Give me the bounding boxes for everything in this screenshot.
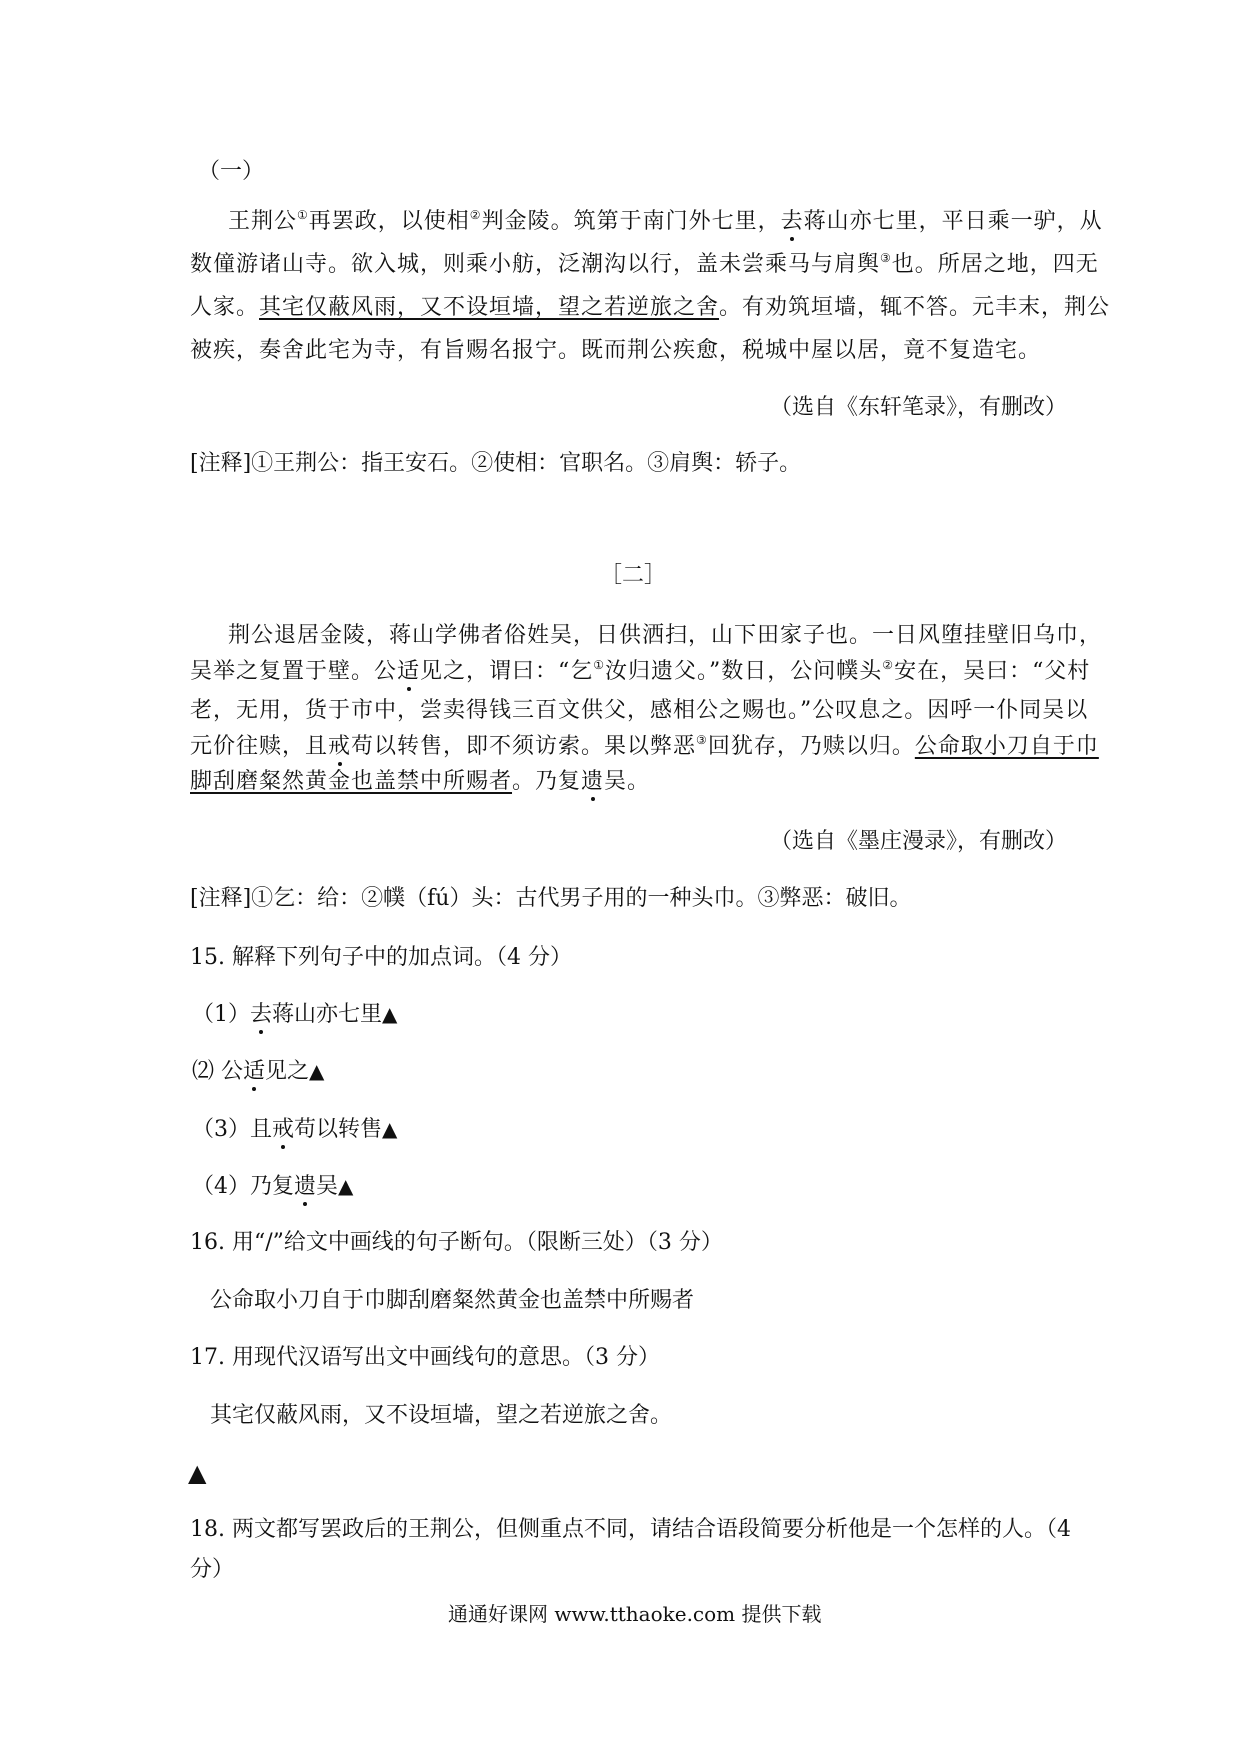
- passage1-line-2: 数僮游诸山寺。欲入城，则乘小舫，泛潮沟以行，盖未尝乘马与肩舆③也。所居之地，四无: [190, 251, 1099, 277]
- question-15: 15. 解释下列句子中的加点词。（4 分）: [190, 945, 572, 970]
- passage1-heading: （一）: [198, 159, 265, 184]
- question-16: 16. 用“/”给文中画线的句子断句。（限断三处）（3 分）: [190, 1230, 723, 1255]
- answer-triangle-icon: ▲: [309, 1059, 325, 1083]
- dotted-word: 适: [243, 1059, 266, 1084]
- underlined-sentence: 公命取小刀自于巾: [914, 734, 1099, 759]
- question-18-cont: 分）: [190, 1557, 235, 1582]
- answer-triangle-icon: ▲: [382, 1002, 398, 1026]
- answer-triangle-icon: ▲: [382, 1117, 398, 1141]
- question-15-item-2: ⑵ 公适见之▲: [192, 1059, 325, 1084]
- dotted-word: 去: [250, 1002, 273, 1027]
- passage2-line-4: 元价往赎，且戒苟以转售，即不须访索。果以弊恶③回犹存，乃赎以归。公命取小刀自于巾: [190, 733, 1099, 759]
- dotted-word: 遗: [294, 1174, 317, 1199]
- dotted-word: 戒: [272, 1117, 295, 1142]
- question-15-item-3: （3）且戒苟以转售▲: [192, 1117, 398, 1142]
- question-15-item-1: （1）去蒋山亦七里▲: [192, 1002, 398, 1027]
- passage2-line-5: 脚刮磨粲然黄金也盖禁中所赐者。乃复遗吴。: [190, 769, 651, 794]
- passage1-line-4: 被疾，奏舍此宅为寺，有旨赐名报宁。既而荆公疾愈，税城中屋以居，竟不复造宅。: [190, 338, 1042, 363]
- passage1-source: （选自《东轩笔录》，有删改）: [770, 395, 1068, 420]
- question-15-item-4: （4）乃复遗吴▲: [192, 1174, 354, 1199]
- passage2-notes: [注释]①乞：给：②幞（fú）头：古代男子用的一种头巾。③弊恶：破旧。: [190, 886, 912, 911]
- question-18: 18. 两文都写罢政后的王荆公，但侧重点不同，请结合语段简要分析他是一个怎样的人。（4: [190, 1517, 1071, 1542]
- question-16-text: 公命取小刀自于巾脚刮磨粲然黄金也盖禁中所赐者: [210, 1288, 695, 1313]
- answer-triangle-icon: ▲: [338, 1174, 354, 1198]
- passage2-line-2: 吴举之复置于壁。公适见之，谓曰：“乞①汝归遗父。”数日，公问幞头②安在，吴曰：“父村: [190, 658, 1091, 684]
- passage1-line-1: 王荆公①再罢政，以使相②判金陵。筑第于南门外七里，去蒋山亦七里，平日乘一驴，从: [228, 208, 1103, 234]
- dotted-word: 戒: [328, 734, 352, 759]
- dotted-word: 遗: [581, 769, 605, 794]
- passage2-line-1: 荆公退居金陵，蒋山学佛者俗姓吴，日供洒扫，山下田家子也。一日风堕挂壁旧乌巾，: [228, 623, 1103, 648]
- passage1-line-3: 人家。其宅仅蔽风雨，又不设垣墙，望之若逆旅之舍。有劝筑垣墙，辄不答。元丰末，荆公: [190, 295, 1111, 320]
- passage2-heading: ［二］: [600, 563, 667, 588]
- question-17-text: 其宅仅蔽风雨，又不设垣墙，望之若逆旅之舍。: [210, 1403, 673, 1428]
- underlined-sentence: 脚刮磨粲然黄金也盖禁中所赐者: [190, 769, 513, 794]
- question-17: 17. 用现代汉语写出文中画线句的意思。（3 分）: [190, 1345, 660, 1370]
- dotted-word: 适: [397, 659, 421, 684]
- underlined-sentence: 其宅仅蔽风雨，又不设垣墙，望之若逆旅之舍: [259, 295, 720, 320]
- answer-triangle-icon: ▲: [188, 1459, 207, 1487]
- dotted-word: 去: [780, 209, 804, 234]
- passage1-notes: [注释]①王荆公：指王安石。②使相：官职名。③肩舆：轿子。: [190, 451, 802, 476]
- passage2-source: （选自《墨庄漫录》，有删改）: [770, 829, 1068, 854]
- page-footer: 通通好课网 www.tthaoke.com 提供下载: [448, 1602, 822, 1626]
- passage2-line-3: 老，无用，货于市中，尝卖得钱三百文供父，感相公之赐也。”公叹息之。因呼一仆同吴以: [190, 698, 1089, 723]
